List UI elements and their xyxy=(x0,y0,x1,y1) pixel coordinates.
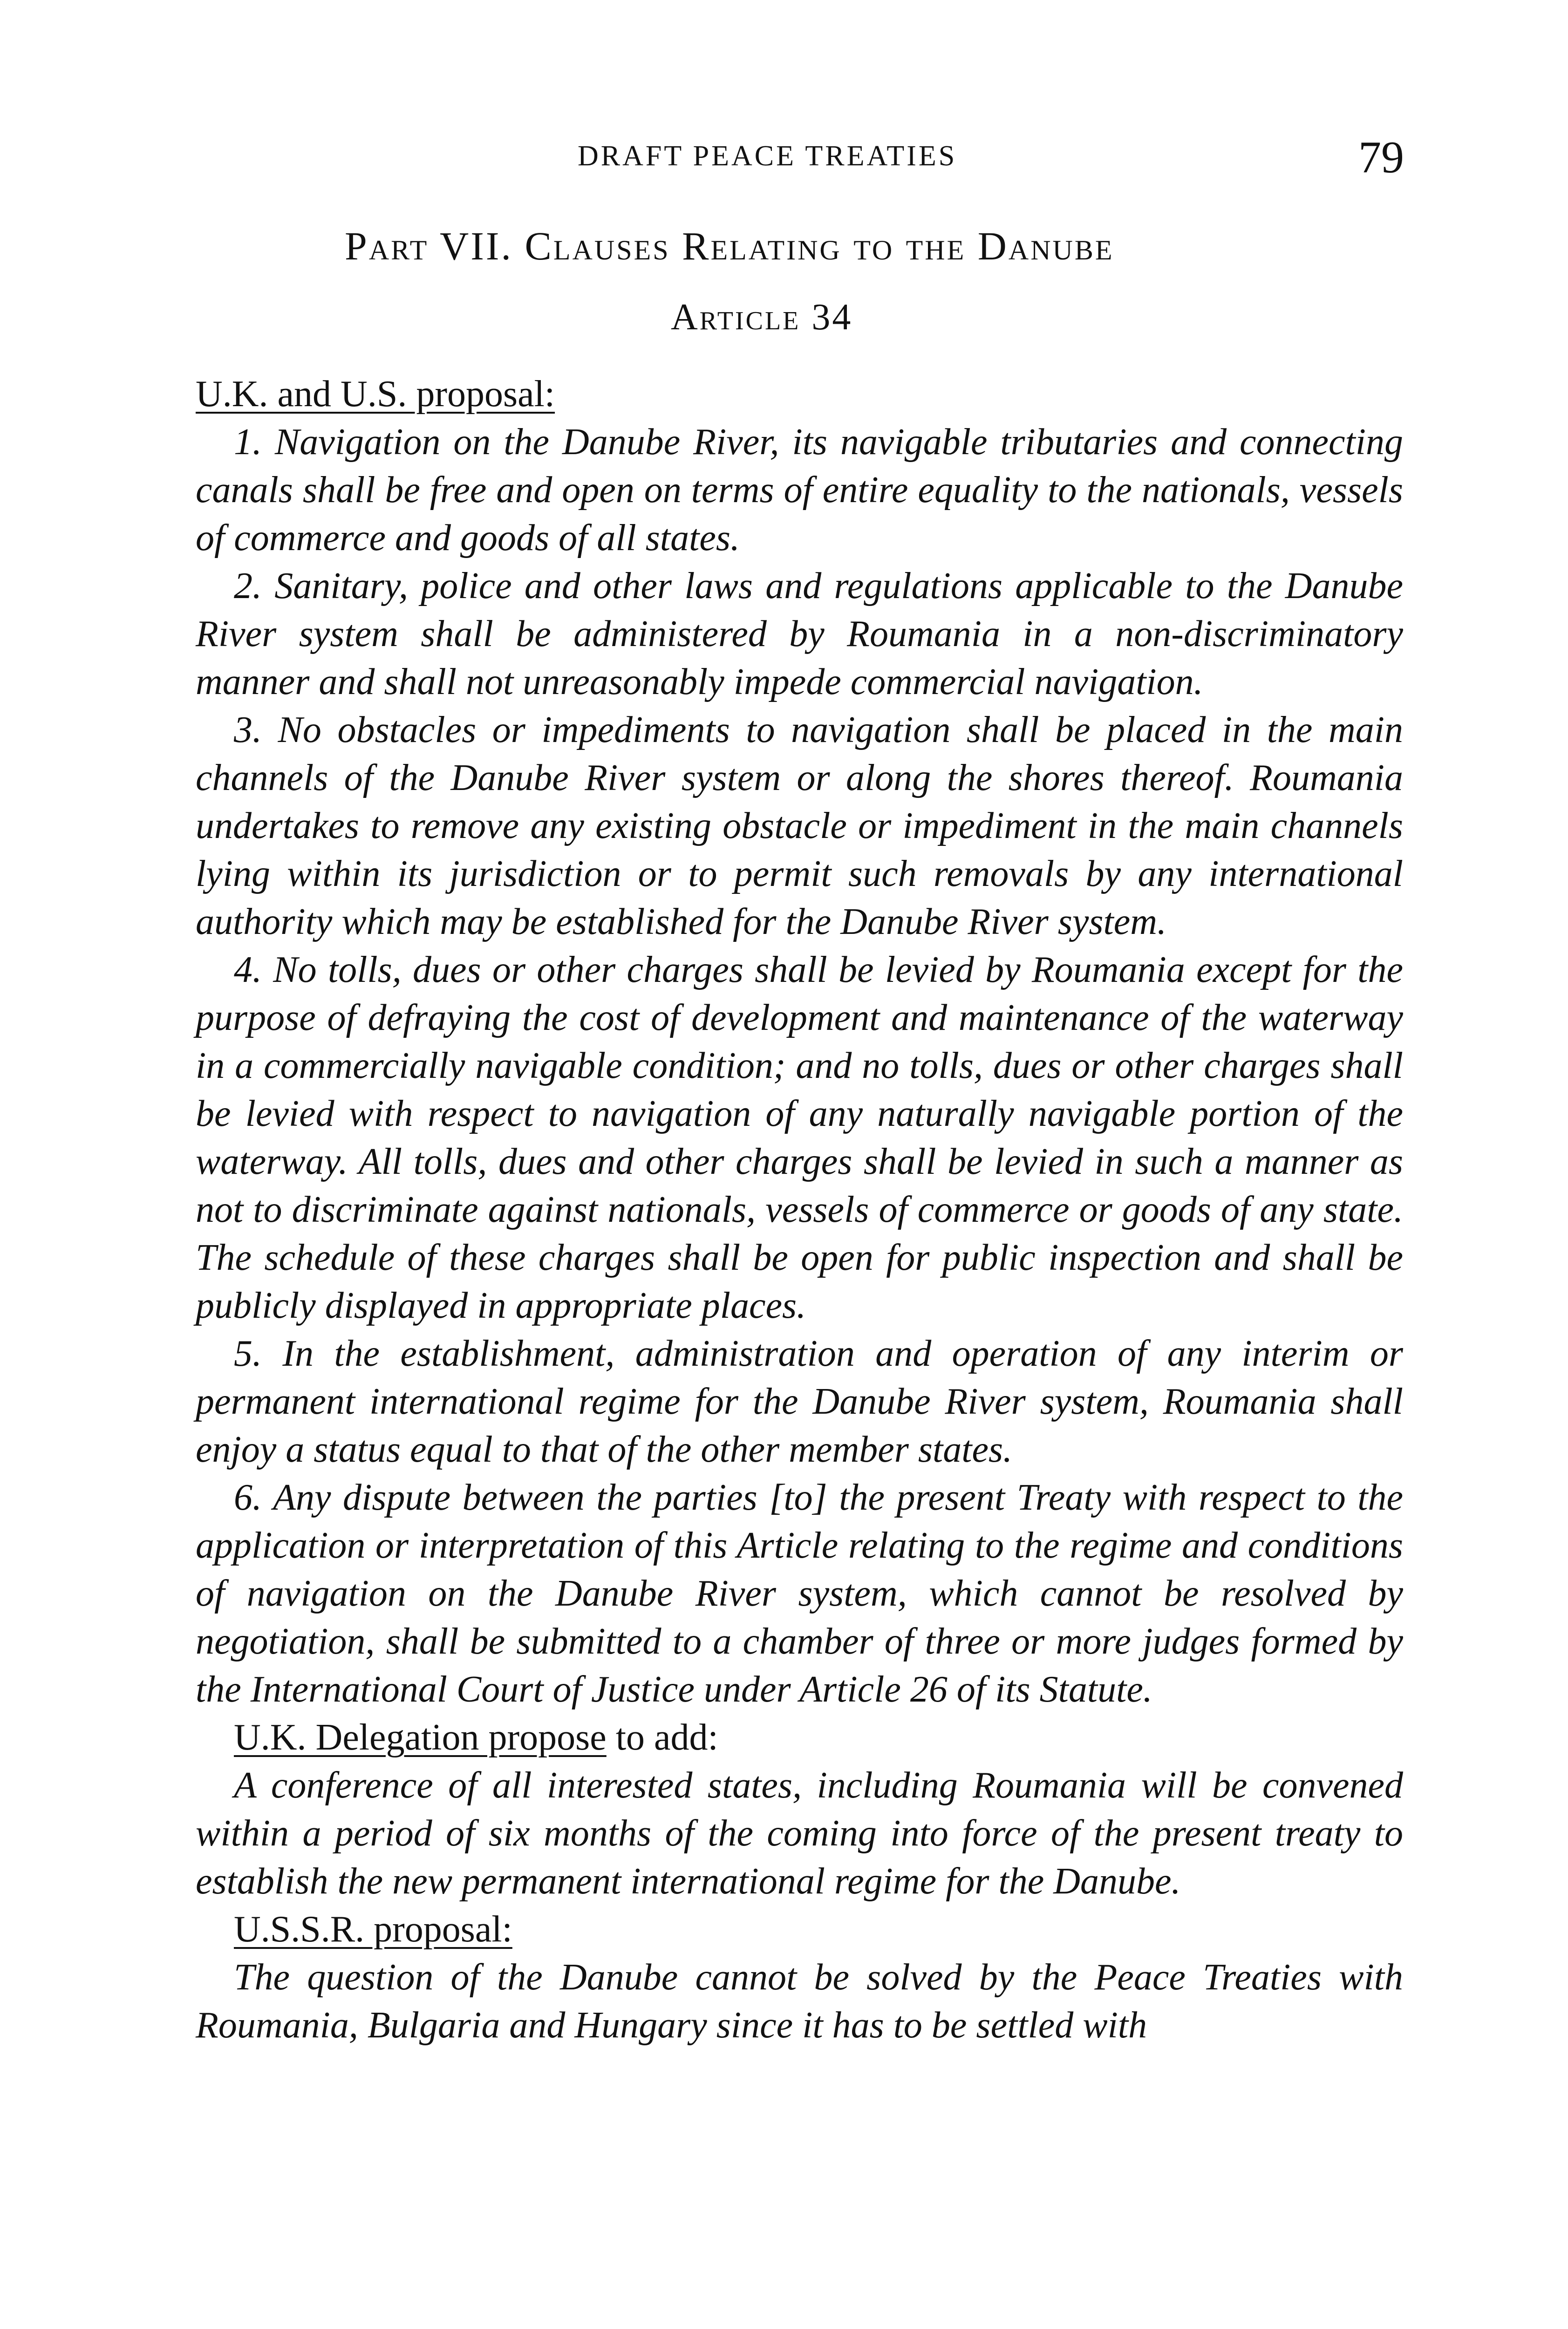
uk-us-paragraph-4: 4. No tolls, dues or other charges shall be levied by Roumania except for the purpose of defraying the cost of development and maintenance of the waterway in a commercially navigable condition; and no tolls, dues or other charges shall be levied with respect to navigation of any naturally navigable portion of the waterway. All tolls, dues and other charges shall be levied in such a manner as not to discriminate against nationals, vessels of commerce or goods of any state. The schedule of these charges shall be open for public inspection and shall be publicly displayed in appropriate places. xyxy=(196,949,1403,1326)
document-body xyxy=(196,370,1403,2050)
uk-us-paragraph-6: 6. Any dispute between the parties [to] the present Treaty with respect to the application or interpretation of this Article relating to the regime and conditions of navigation on the Danube River system, which cannot be resolved by negotiation, shall be submitted to a chamber of three or more judges formed by the International Court of Justice under Article 26 of its Statute. xyxy=(196,1477,1403,1710)
uk-us-paragraph-1: 1. Navigation on the Danube River, its navigable tributaries and connecting canals shall be free and open on terms of entire equality to the nationals, vessels of commerce and goods of all states. xyxy=(196,422,1403,558)
uk-us-proposal-label-text: U.K. and U.S. proposal: xyxy=(196,374,555,415)
ussr-proposal-label xyxy=(196,1906,1403,1954)
uk-delegation-label-rest: to add: xyxy=(606,1717,718,1758)
uk-us-proposal-label xyxy=(196,370,1403,418)
ussr-proposal-label-text: U.S.S.R. proposal: xyxy=(234,1909,512,1950)
ussr-paragraph: The question of the Danube cannot be solved by the Peace Treaties with Roumania, Bulgaria and Hungary since it has to be settled with xyxy=(196,1957,1403,2046)
uk-delegation-label xyxy=(196,1714,1403,1762)
uk-delegation-paragraph: A conference of all interested states, including Roumania will be convened within a period of six months of the coming into force of the present treaty to establish the new permanent international regime for the Danube. xyxy=(196,1765,1403,1902)
uk-us-paragraph-5: 5. In the establishment, administration and operation of any interim or permanent international regime for the Danube River system, Roumania shall enjoy a status equal to that of the other member states. xyxy=(196,1333,1403,1470)
uk-us-paragraph-2: 2. Sanitary, police and other laws and regulations applicable to the Danube River system shall be administered by Roumania in a non-discriminatory manner and shall not unreasonably impede commercial navigation. xyxy=(196,565,1403,702)
page-number: 79 xyxy=(1358,132,1404,183)
part-title: Part VII. Clauses Relating to the Danube xyxy=(345,224,1114,268)
article-title: Article 34 xyxy=(671,297,853,338)
running-head: DRAFT PEACE TREATIES xyxy=(578,140,957,172)
uk-us-paragraph-3: 3. No obstacles or impediments to navigation shall be placed in the main channels of the Danube River system or along the shores thereof. Roumania undertakes to remove any existing obstacle or impediment in the main channels lying within its jurisdiction or to permit such removals by any international authority which may be established for the Danube River system. xyxy=(196,709,1403,942)
uk-delegation-label-underlined: U.K. Delegation propose xyxy=(234,1717,607,1758)
